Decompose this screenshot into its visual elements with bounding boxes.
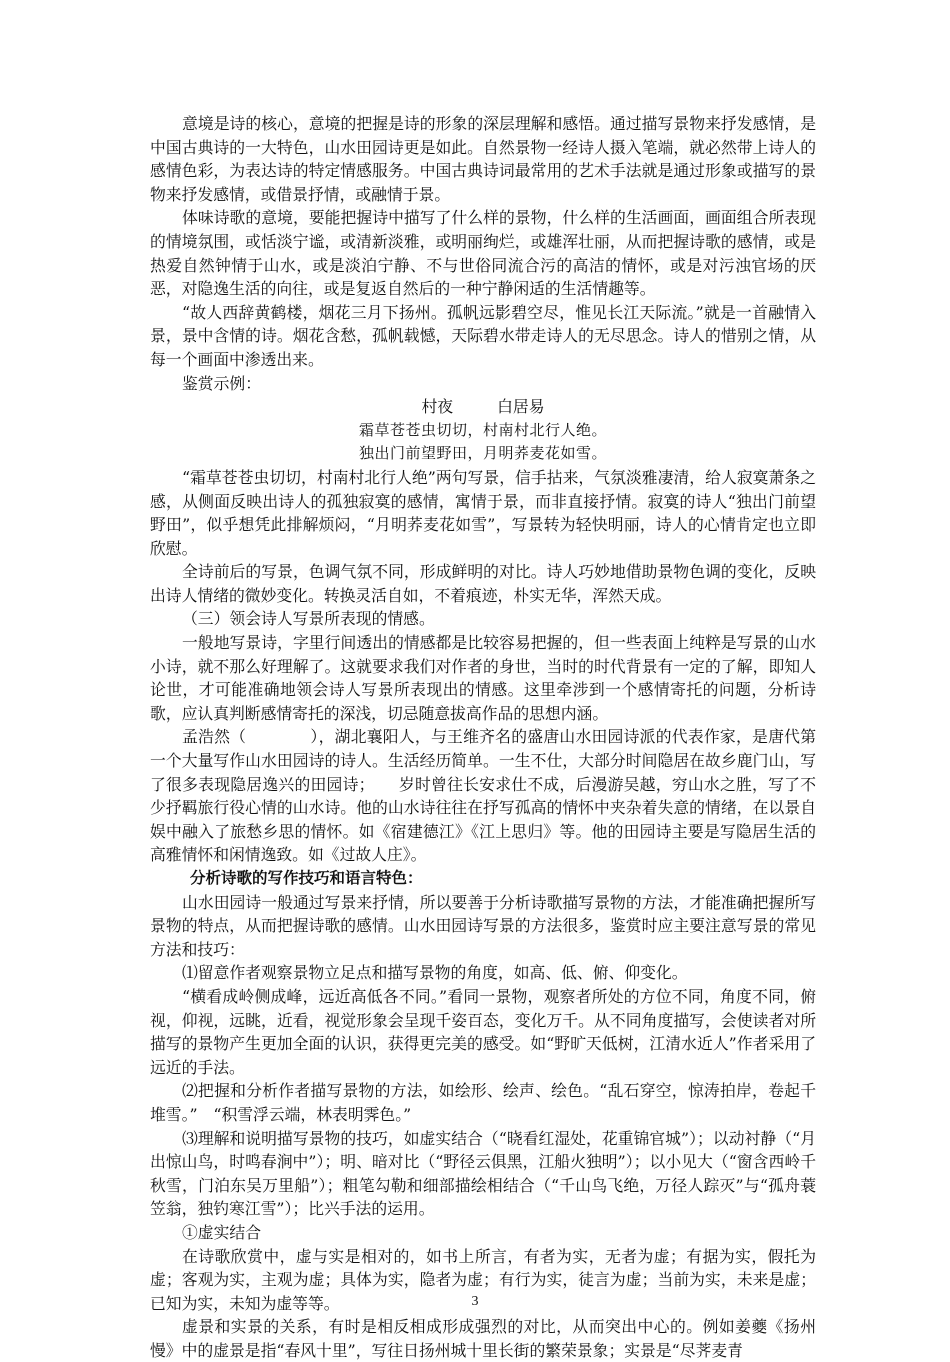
poem-line: 霜草苍苍虫切切，村南村北行人绝。	[358, 420, 607, 439]
poem-line: 独出门前望野田，月明荞麦花如雪。	[358, 444, 607, 463]
poem-title: 村夜	[421, 397, 454, 417]
paragraph: 孟浩然（ ），湖北襄阳人，与王维齐名的盛唐山水田园诗派的代表作家，是唐代第一个大量写作山水田园诗的诗人。生活经历简单。一生不仕，大部分时间隐居在故乡鹿门山，写了很多表现隐居逸兴的田园诗； 岁时曾往长安求仕不成，后漫游吴越，穷山水之胜，写了不少抒羁旅行役心情的山水诗。他的山水诗往往在抒写孤高的情怀中夹杂着失意的情绪，在以景自娱中融入了旅愁乡思的情怀。如《宿建德江》《江上思归》等。他的田园诗主要是写隐居生活的高雅情怀和闲情逸致。如《过故人庄》。	[150, 727, 816, 865]
poem-header	[150, 395, 816, 419]
poem-author: 白居易	[497, 397, 545, 417]
section-heading: 分析诗歌的写作技巧和语言特色：	[190, 869, 423, 887]
paragraph: 一般地写景诗，字里行间透出的情感都是比较容易把握的，但一些表面上纯粹是写景的山水小诗，就不那么好理解了。这就要求我们对作者的身世，当时的时代背景有一定的了解，即知人论世，才可能准确地领会诗人写景所表现出的情感。这里牵涉到一个感情寄托的问题，分析诗歌，应认真判断感情寄托的深浅，切忌随意拔高作品的思想内涵。	[150, 633, 816, 723]
paragraph: 山水田园诗一般通过写景来抒情，所以要善于分析诗歌描写景物的方法，才能准确把握所写景物的特点，从而把握诗歌的感情。山水田园诗写景的方法很多，鉴赏时应主要注意写景的常见方法和技巧：	[150, 892, 816, 959]
list-item: ⑵把握和分析作者描写景物的方法，如绘形、绘声、绘色。“乱石穿空，惊涛拍岸，卷起千堆雪。” “积雪浮云端，林表明霁色。”	[150, 1081, 816, 1124]
paragraph: 全诗前后的写景，色调气氛不同，形成鲜明的对比。诗人巧妙地借助景物色调的变化，反映出诗人情绪的微妙变化。转换灵活自如，不着痕迹，朴实无华，浑然天成。	[150, 562, 816, 605]
list-item: ⑴留意作者观察景物立足点和描写景物的角度，如高、低、俯、仰变化。	[182, 963, 688, 983]
page-number: 3	[471, 1294, 479, 1309]
paragraph: 虚景和实景的关系，有时是相反相成形成强烈的对比，从而突出中心的。例如姜夔《扬州慢》中的虚景是指“春风十里”，写往日扬州城十里长街的繁荣景象；实景是“尽荠麦青	[150, 1317, 816, 1360]
section-subtitle: （三）领会诗人写景所表现的情感。	[182, 609, 435, 629]
sub-heading: ①虚实结合	[182, 1222, 261, 1242]
paragraph: 鉴赏示例：	[182, 373, 261, 393]
document-body	[150, 112, 816, 1362]
paragraph: “霜草苍苍虫切切，村南村北行人绝”两句写景，信手拈来，气氛淡雅凄清，给人寂寞萧条之感，从侧面反映出诗人的孤独寂寞的感情，寓情于景，而非直接抒情。寂寞的诗人“独出门前望野田”，似乎想凭此排解烦闷，“月明荞麦花如雪”，写景转为轻快明丽，诗人的心情肯定也立即欣慰。	[150, 467, 816, 558]
paragraph: 意境是诗的核心，意境的把握是诗的形象的深层理解和感悟。通过描写景物来抒发感情，是中国古典诗的一大特色，山水田园诗更是如此。自然景物一经诗人摄入笔端，就必然带上诗人的感情色彩，为表达诗的特定情感服务。中国古典诗词最常用的艺术手法就是通过形象或描写的景物来抒发感情，或借景抒情，或融情于景。	[150, 114, 816, 204]
paragraph: 在诗歌欣赏中，虚与实是相对的，如书上所言，有者为实，无者为虚；有据为实，假托为虚；客观为实，主观为虚；具体为实，隐者为虚；有行为实，徒言为虚；当前为实，未来是虚；已知为实，未知为虚等等。	[150, 1246, 816, 1313]
paragraph: “故人西辞黄鹤楼，烟花三月下扬州。孤帆远影碧空尽，惟见长江天际流。”就是一首融情入景，景中含情的诗。烟花含愁，孤帆载憾，天际碧水带走诗人的无尽思念。诗人的惜别之情，从每一个画面中渗透出来。	[150, 302, 816, 369]
paragraph: 体味诗歌的意境，要能把握诗中描写了什么样的景物，什么样的生活画面，画面组合所表现的情境氛围，或恬淡宁谧，或清新淡雅，或明丽绚烂，或雄浑壮丽，从而把握诗歌的感情，或是热爱自然钟情于山水，或是淡泊宁静、不与世俗同流合污的高洁的情怀，或是对污浊官场的厌恶，对隐逸生活的向往，或是复返自然后的一种宁静闲适的生活情趣等。	[150, 208, 816, 299]
paragraph: “横看成岭侧成峰，远近高低各不同。”看同一景物，观察者所处的方位不同，角度不同，俯视，仰视，远眺，近看，视觉形象会呈现千姿百态，变化万千。从不同角度描写，会使读者对所描写的景物产生更加全面的认识，获得更完美的感受。如“野旷天低树，江清水近人”作者采用了远近的手法。	[150, 986, 816, 1077]
list-item: ⑶理解和说明描写景物的技巧，如虚实结合（“晓看红湿处，花重锦官城”）；以动衬静（“月出惊山鸟，时鸣春涧中”）；明、暗对比（“野径云俱黑，江船火独明”）；以小见大（“窗含西岭千秋雪，门泊东吴万里船”）；粗笔勾勒和细部描绘相结合（“千山鸟飞绝，万径人踪灭”与“孤舟蓑笠翁，独钓寒江雪”）；比兴手法的运用。	[150, 1128, 816, 1219]
